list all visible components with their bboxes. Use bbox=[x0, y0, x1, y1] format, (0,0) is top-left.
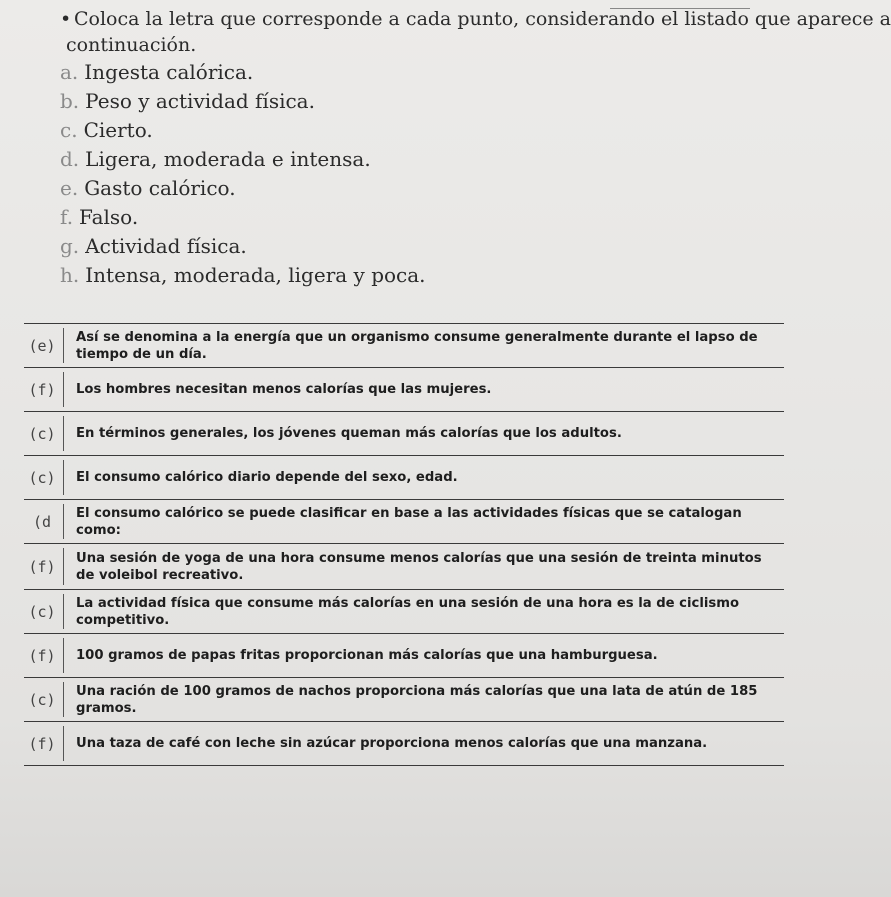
answer-field[interactable]: (f) bbox=[28, 646, 56, 665]
bullet-marker: • bbox=[60, 8, 72, 30]
option-text: Falso. bbox=[79, 205, 139, 229]
statements-table bbox=[24, 323, 784, 766]
answer-field[interactable]: (d bbox=[32, 512, 52, 531]
answer-field[interactable]: (c) bbox=[28, 690, 56, 709]
answer-field[interactable]: (f) bbox=[28, 557, 56, 576]
column-divider bbox=[63, 504, 64, 539]
answer-field[interactable]: (f) bbox=[28, 734, 56, 753]
column-divider bbox=[63, 372, 64, 407]
option-h bbox=[60, 261, 426, 290]
option-c bbox=[60, 116, 426, 145]
table-row bbox=[24, 722, 784, 766]
option-letter: h. bbox=[60, 263, 80, 287]
option-f bbox=[60, 203, 426, 232]
answer-field[interactable]: (c) bbox=[28, 468, 56, 487]
table-row bbox=[24, 500, 784, 544]
statement-text: Los hombres necesitan menos calorías que las mujeres. bbox=[76, 382, 492, 397]
instruction-line-1: Coloca la letra que corresponde a cada punto, considerando el listado que aparece a bbox=[74, 8, 891, 30]
answer-field[interactable]: (c) bbox=[28, 602, 56, 621]
column-divider bbox=[63, 682, 64, 717]
answer-field[interactable]: (f) bbox=[28, 380, 56, 399]
column-divider bbox=[63, 594, 64, 629]
answer-field[interactable]: (e) bbox=[28, 336, 56, 355]
option-letter: e. bbox=[60, 176, 79, 200]
column-divider bbox=[63, 460, 64, 495]
table-row bbox=[24, 678, 784, 722]
column-divider bbox=[63, 328, 64, 363]
answer-field[interactable]: (c) bbox=[28, 424, 56, 443]
option-text: Cierto. bbox=[83, 118, 153, 142]
option-b bbox=[60, 87, 426, 116]
column-divider bbox=[63, 726, 64, 761]
option-text: Actividad física. bbox=[85, 234, 247, 258]
statement-text: Una taza de café con leche sin azúcar proporciona menos calorías que una manzana. bbox=[76, 736, 708, 751]
options-list bbox=[60, 58, 426, 290]
option-letter: g. bbox=[60, 234, 80, 258]
column-divider bbox=[63, 548, 64, 585]
option-g bbox=[60, 232, 426, 261]
statement-text: 100 gramos de papas fritas proporcionan más calorías que una hamburguesa. bbox=[76, 648, 658, 663]
option-d bbox=[60, 145, 426, 174]
column-divider bbox=[63, 638, 64, 673]
table-row bbox=[24, 590, 784, 634]
table-row bbox=[24, 456, 784, 500]
option-letter: d. bbox=[60, 147, 80, 171]
option-letter: a. bbox=[60, 60, 79, 84]
option-text: Peso y actividad física. bbox=[85, 89, 315, 113]
statement-text: La actividad física que consume más calorías en una sesión de una hora es la de ciclismo competitivo. bbox=[76, 595, 740, 628]
option-letter: c. bbox=[60, 118, 78, 142]
table-row bbox=[24, 412, 784, 456]
statement-text: Una sesión de yoga de una hora consume menos calorías que una sesión de treinta minutos de voleibol recreativo. bbox=[76, 550, 762, 583]
statement-text: El consumo calórico diario depende del sexo, edad. bbox=[76, 470, 458, 485]
option-letter: b. bbox=[60, 89, 80, 113]
option-letter: f. bbox=[60, 205, 74, 229]
statement-text: En términos generales, los jóvenes queman más calorías que los adultos. bbox=[76, 426, 622, 441]
table-row bbox=[24, 634, 784, 678]
option-text: Intensa, moderada, ligera y poca. bbox=[85, 263, 426, 287]
column-divider bbox=[63, 416, 64, 451]
option-a bbox=[60, 58, 426, 87]
statement-text: Así se denomina a la energía que un organismo consume generalmente durante el lapso de tiempo de un día. bbox=[76, 329, 758, 362]
statement-text: El consumo calórico se puede clasificar en base a las actividades físicas que se catalogan como: bbox=[76, 505, 742, 538]
instruction-line-2: continuación. bbox=[66, 34, 197, 56]
table-row bbox=[24, 368, 784, 412]
statement-text: Una ración de 100 gramos de nachos proporciona más calorías que una lata de atún de 185 gramos. bbox=[76, 683, 758, 716]
option-text: Ingesta calórica. bbox=[84, 60, 254, 84]
option-text: Gasto calórico. bbox=[84, 176, 236, 200]
table-row bbox=[24, 544, 784, 590]
option-e bbox=[60, 174, 426, 203]
option-text: Ligera, moderada e intensa. bbox=[85, 147, 371, 171]
table-row bbox=[24, 323, 784, 368]
